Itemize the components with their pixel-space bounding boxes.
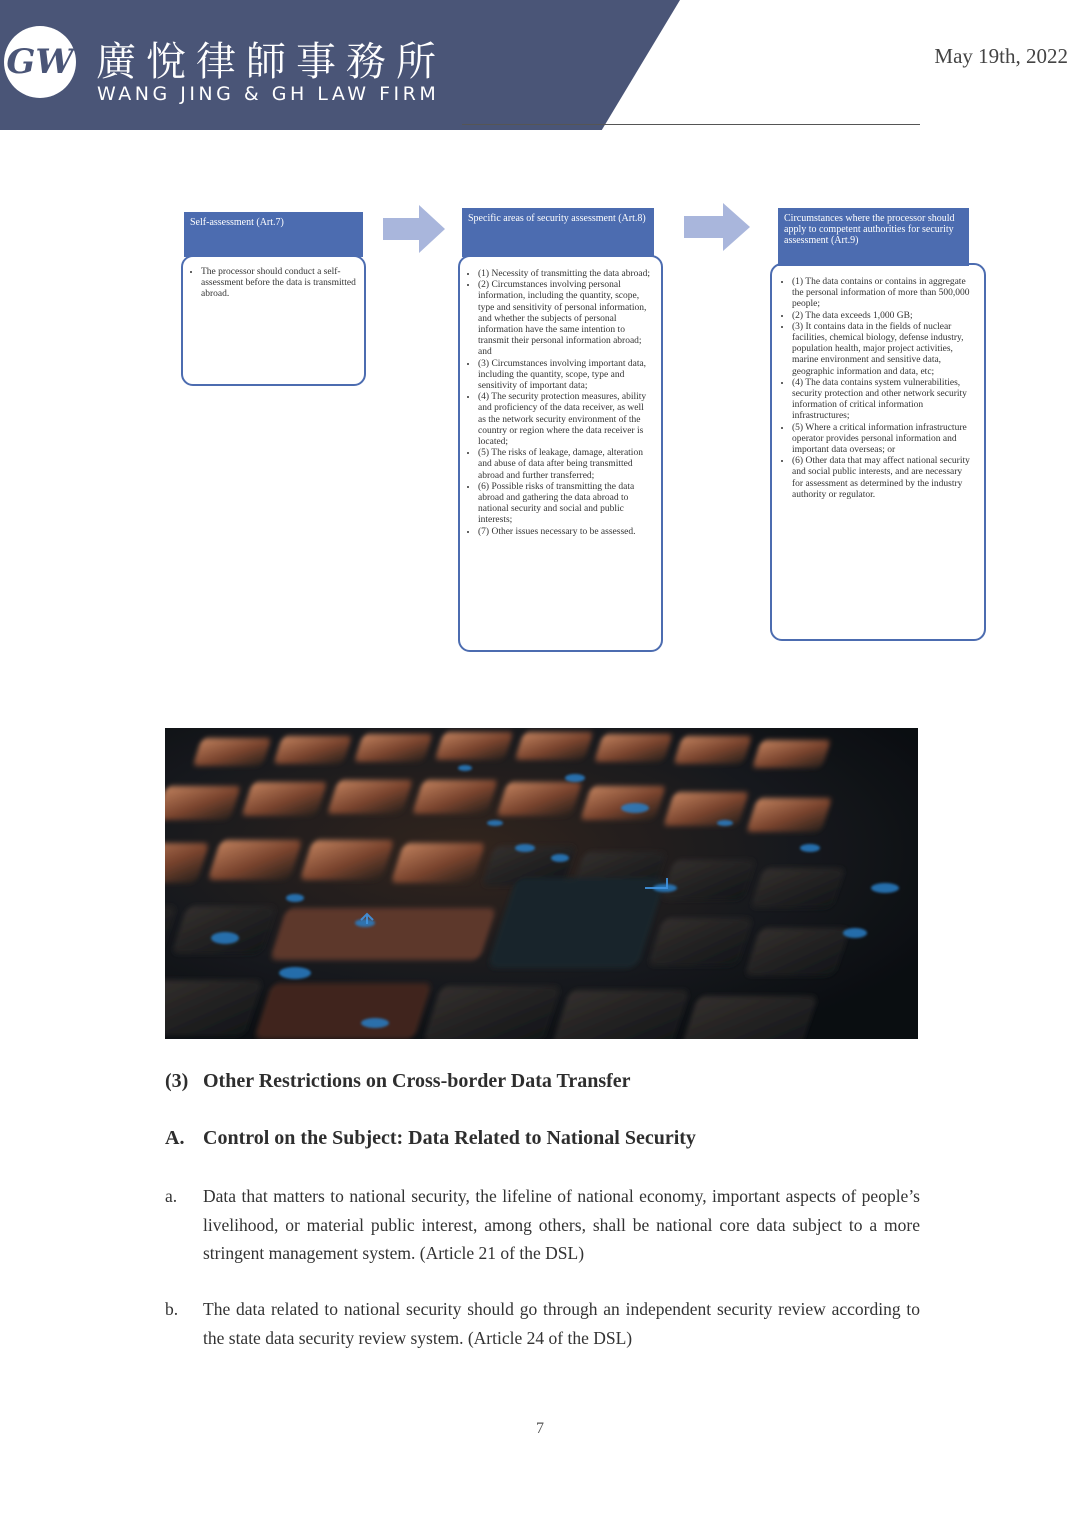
flow-step-1-box: [181, 255, 366, 386]
flow-step-2-item: • (4) The security protection measures, ability and proficiency of the data receiver, as well as the network security environment of the country or region where the data receiver is located;: [478, 392, 653, 448]
section-title: Other Restrictions on Cross-border Data Transfer: [203, 1070, 631, 1092]
flow-step-2-item: • (5) The risks of leakage, damage, alteration and abuse of data after being transmitted abroad and further transferred;: [478, 448, 653, 482]
flow-step-3-title: Circumstances where the processor should apply to competent authorities for security assessment (Art.9): [778, 208, 969, 266]
firm-name-english: WANG JING & GH LAW FIRM: [97, 83, 440, 105]
paragraph-a: [165, 1182, 920, 1268]
flow-step-1-item: • The processor should conduct a self-assessment before the data is transmitted abroad.: [201, 267, 356, 301]
logo-mark: GW: [6, 42, 74, 82]
subsection-number: A.: [165, 1127, 185, 1149]
section-number: (3): [165, 1070, 189, 1092]
flow-step-2-item: • (7) Other issues necessary to be assessed.: [478, 527, 653, 538]
keyboard-photo: [165, 728, 918, 1039]
paragraph-text: Data that matters to national security, the lifeline of national economy, important aspects of people’s livelihood, or material public interest, among others, shall be national core data subject to a more stringent management system. (Article 21 of the DSL): [203, 1186, 920, 1263]
flow-step-3-item: • (1) The data contains or contains in aggregate the personal information of more than 500,000 people;: [792, 277, 974, 311]
header-divider: [462, 124, 920, 125]
subsection-heading: [165, 1127, 696, 1150]
flow-step-2-title: Specific areas of security assessment (Art.8): [462, 208, 654, 257]
flow-step-1-title: Self-assessment (Art.7): [184, 212, 363, 257]
firm-logo: [4, 26, 76, 98]
paragraph-text: The data related to national security should go through an independent security review according to the state data security review system. (Article 24 of the DSL): [203, 1299, 920, 1348]
flow-step-2-item: • (2) Circumstances involving personal information, including the quantity, scope, type and sensitivity of personal information, and whether the subjects of personal information have the same intention to transmit their personal information abroad; and: [478, 280, 653, 358]
flow-step-2-box: [458, 255, 663, 652]
flow-step-2-item: • (3) Circumstances involving important data, including the quantity, scope, type and sensitivity of important data;: [478, 359, 653, 393]
subsection-title: Control on the Subject: Data Related to National Security: [203, 1127, 696, 1149]
document-date: May 19th, 2022: [934, 44, 1068, 68]
flow-step-3-item: • (3) It contains data in the fields of nuclear facilities, chemical biology, defense industry, population health, major project activities, marine environment and sensitive data, geographic information and data, etc;: [792, 322, 974, 378]
arrow-right-icon: [383, 205, 446, 253]
flow-step-3-box: [770, 263, 986, 641]
arrow-right-icon: [684, 203, 751, 251]
flow-step-2-item: • (1) Necessity of transmitting the data abroad;: [478, 269, 653, 280]
page-number: 7: [536, 1420, 544, 1437]
flow-step-3-item: • (5) Where a critical information infrastructure operator provides personal information and important data overseas; or: [792, 423, 974, 457]
flow-step-3-item: • (2) The data exceeds 1,000 GB;: [792, 311, 974, 322]
flow-step-3-item: • (4) The data contains system vulnerabilities, security protection and other network security information of critical information infrastructures;: [792, 378, 974, 423]
section-heading: [165, 1070, 631, 1093]
flow-step-2-item: • (6) Possible risks of transmitting the data abroad and gathering the data abroad to national security and social and public interests;: [478, 482, 653, 527]
flow-step-3-item: • (6) Other data that may affect national security and social public interests, and are necessary for assessment as determined by the industry authority or regulator.: [792, 456, 974, 501]
firm-name-chinese: 廣悅律師事務所: [96, 39, 446, 85]
paragraph-b: [165, 1295, 920, 1352]
paragraph-label: b.: [165, 1299, 179, 1319]
paragraph-label: a.: [165, 1186, 178, 1206]
